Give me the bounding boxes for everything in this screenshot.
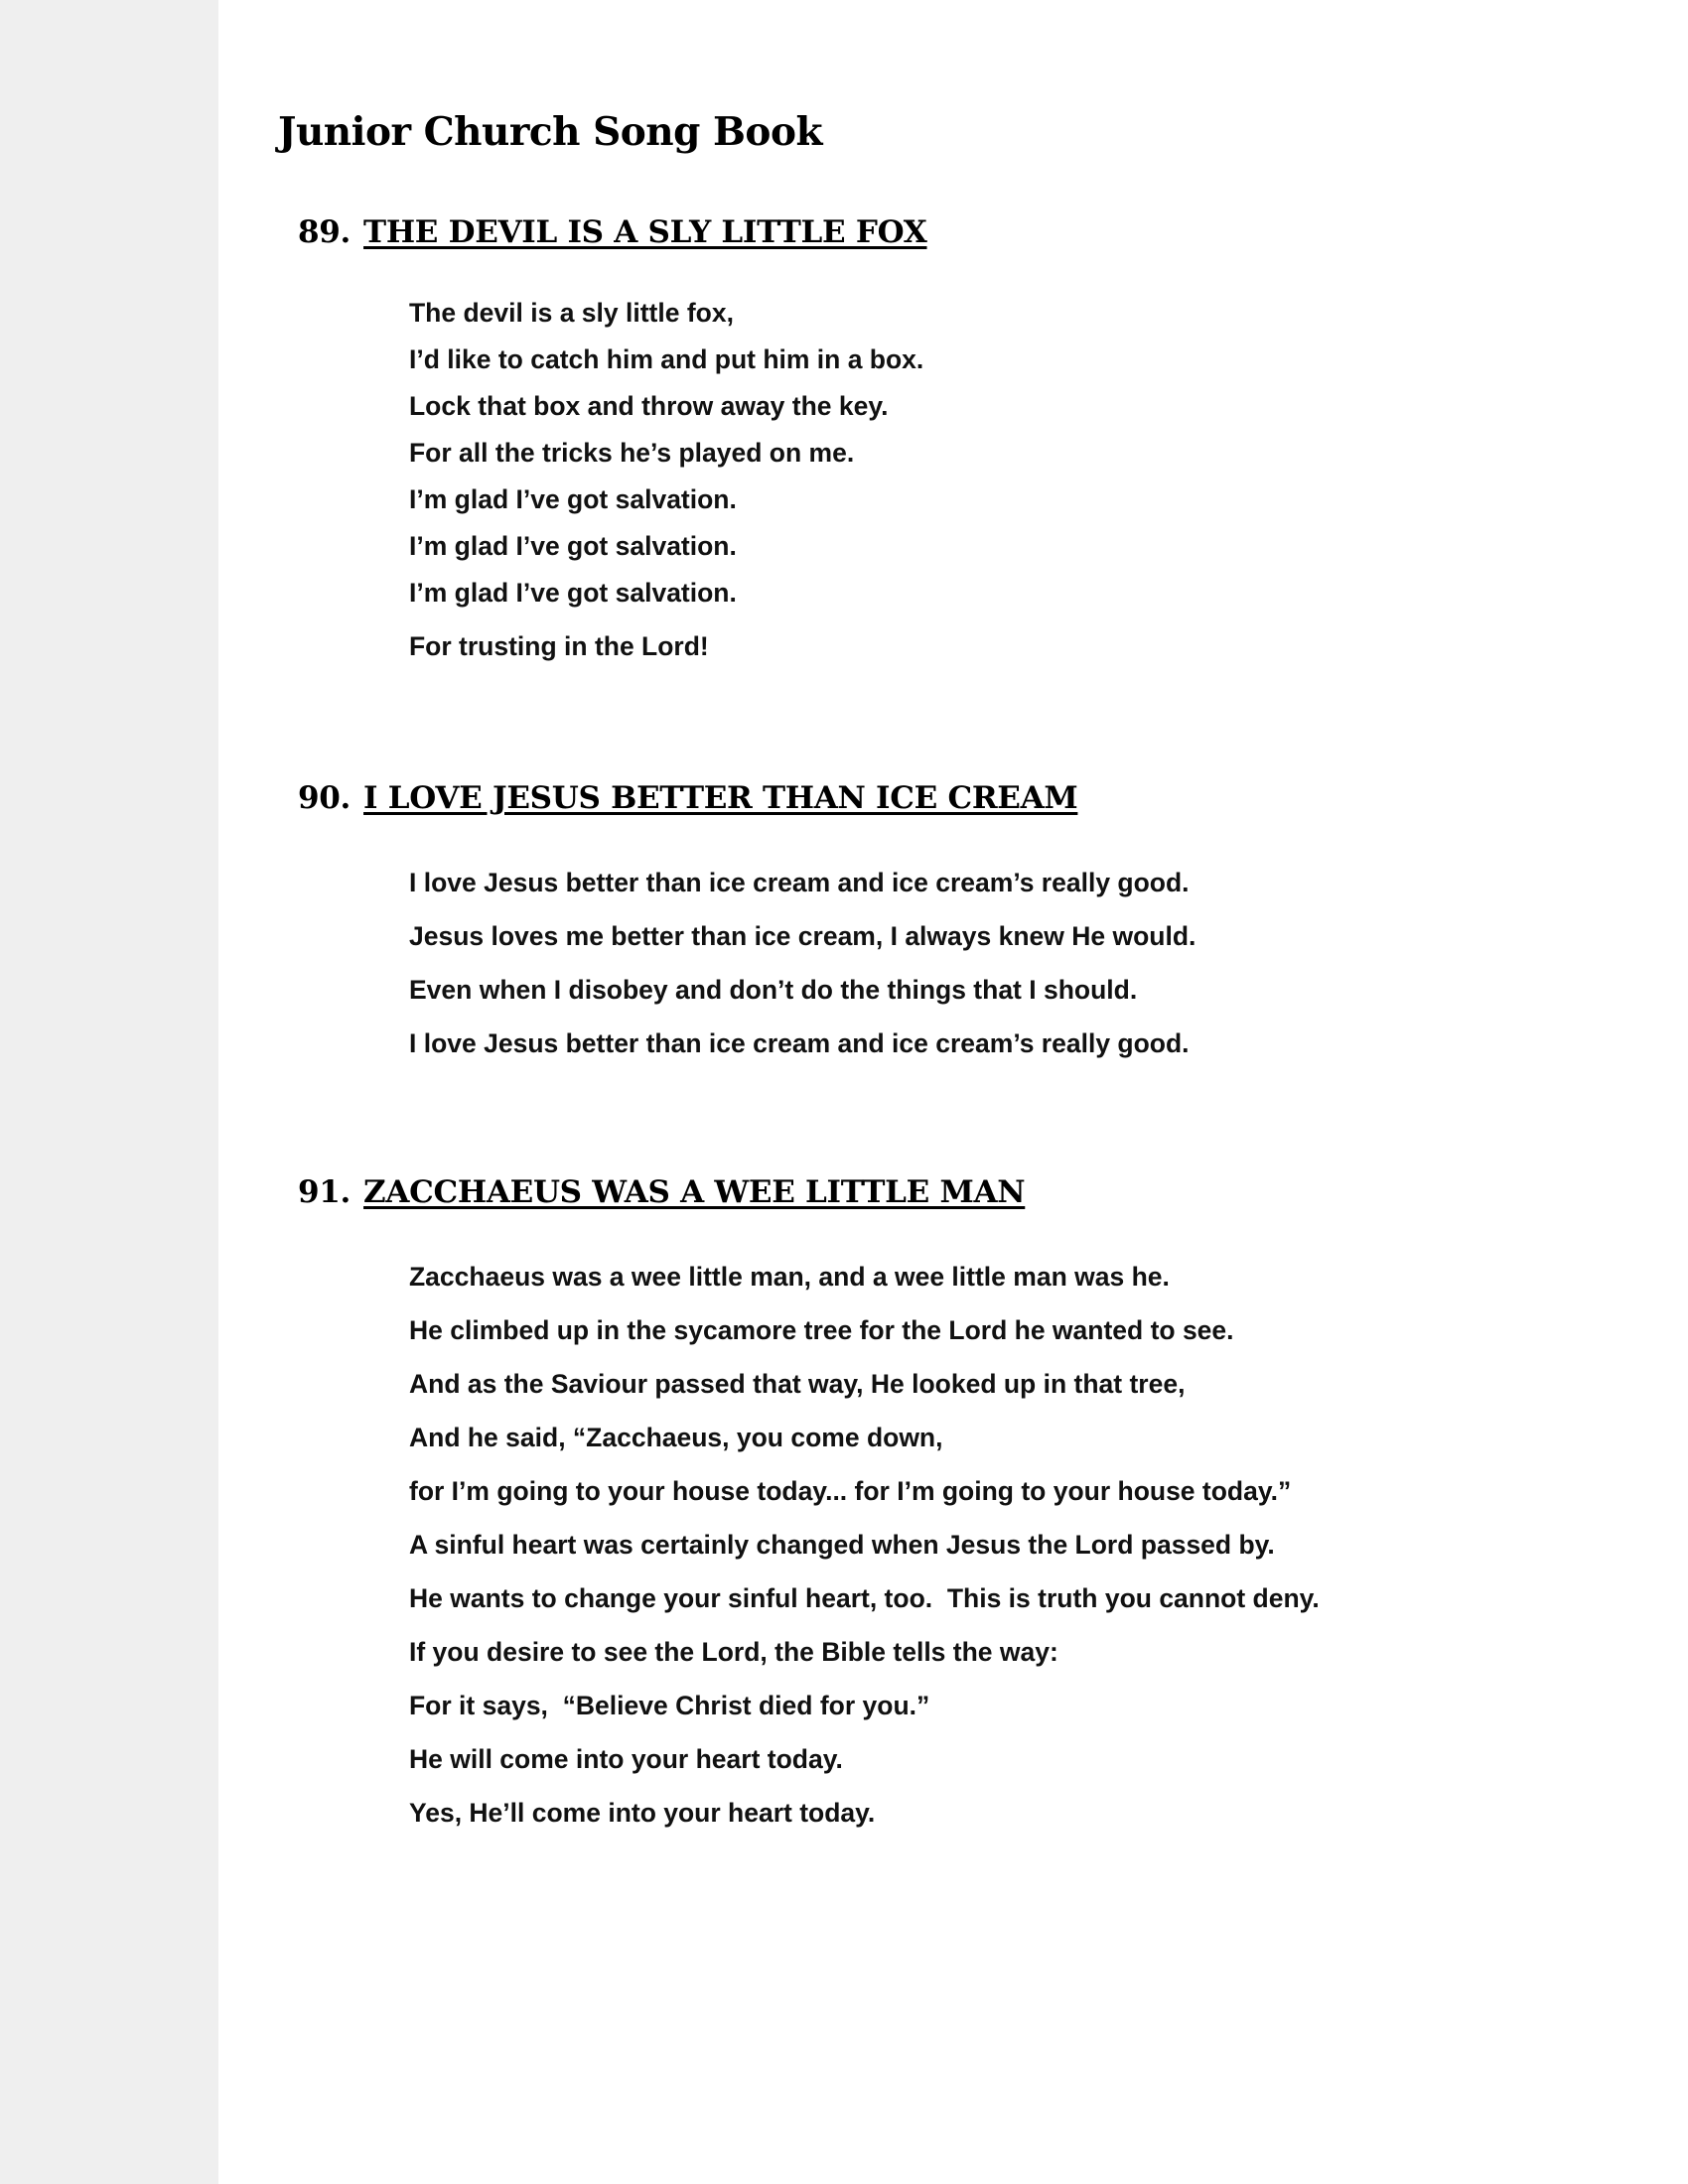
song-title: THE DEVIL IS A SLY LITTLE FOX <box>363 214 927 250</box>
lyric-line: Lock that box and throw away the key. <box>409 391 889 421</box>
song-title: ZACCHAEUS WAS A WEE LITTLE MAN <box>363 1174 1026 1210</box>
lyric-line: I love Jesus better than ice cream and ice cream’s really good. <box>409 1028 1190 1058</box>
song-number: 90. <box>298 780 352 816</box>
document-page <box>218 0 1688 2184</box>
lyric-line: I love Jesus better than ice cream and ice cream’s really good. <box>409 868 1190 897</box>
song-heading <box>298 1174 1638 1210</box>
lyric-line: He wants to change your sinful heart, too. This is truth you cannot deny. <box>409 1583 1320 1613</box>
lyric-line: I’d like to catch him and put him in a box. <box>409 344 924 374</box>
lyric-line: I’m glad I’ve got salvation. <box>409 484 737 514</box>
page-content <box>248 109 1638 1849</box>
song-lyrics <box>409 290 1638 676</box>
song-number: 89. <box>298 214 352 250</box>
song-heading <box>298 780 1638 816</box>
lyric-line: A sinful heart was certainly changed when Jesus the Lord passed by. <box>409 1530 1275 1560</box>
lyric-line: Yes, He’ll come into your heart today. <box>409 1798 876 1828</box>
song-heading <box>298 214 1638 250</box>
lyric-line: And he said, “Zacchaeus, you come down, <box>409 1423 943 1452</box>
lyric-line: Jesus loves me better than ice cream, I always knew He would. <box>409 921 1196 951</box>
lyric-line: He will come into your heart today. <box>409 1744 843 1774</box>
song-entry <box>248 214 1638 676</box>
song-entry <box>248 780 1638 1070</box>
lyric-line: The devil is a sly little fox, <box>409 298 734 328</box>
song-title: I LOVE JESUS BETTER THAN ICE CREAM <box>363 780 1078 816</box>
page-gutter <box>0 0 218 2184</box>
lyric-line: And as the Saviour passed that way, He looked up in that tree, <box>409 1369 1186 1399</box>
page-title: Junior Church Song Book <box>278 109 822 155</box>
lyric-line: For all the tricks he’s played on me. <box>409 438 855 468</box>
song-lyrics <box>409 1250 1638 1840</box>
lyric-line: If you desire to see the Lord, the Bible tells the way: <box>409 1637 1058 1667</box>
song-entry <box>248 1174 1638 1840</box>
lyric-line: For trusting in the Lord! <box>409 631 709 661</box>
lyric-line: For it says, “Believe Christ died for you.” <box>409 1691 930 1720</box>
song-lyrics <box>409 856 1638 1070</box>
lyric-line: Even when I disobey and don’t do the things that I should. <box>409 975 1138 1005</box>
lyric-line: I’m glad I’ve got salvation. <box>409 531 737 561</box>
lyric-line: for I’m going to your house today... for I’m going to your house today.” <box>409 1476 1292 1506</box>
song-number: 91. <box>298 1174 352 1210</box>
lyric-line: I’m glad I’ve got salvation. <box>409 578 737 608</box>
lyric-line: Zacchaeus was a wee little man, and a wee little man was he. <box>409 1262 1170 1292</box>
lyric-line: He climbed up in the sycamore tree for the Lord he wanted to see. <box>409 1315 1234 1345</box>
